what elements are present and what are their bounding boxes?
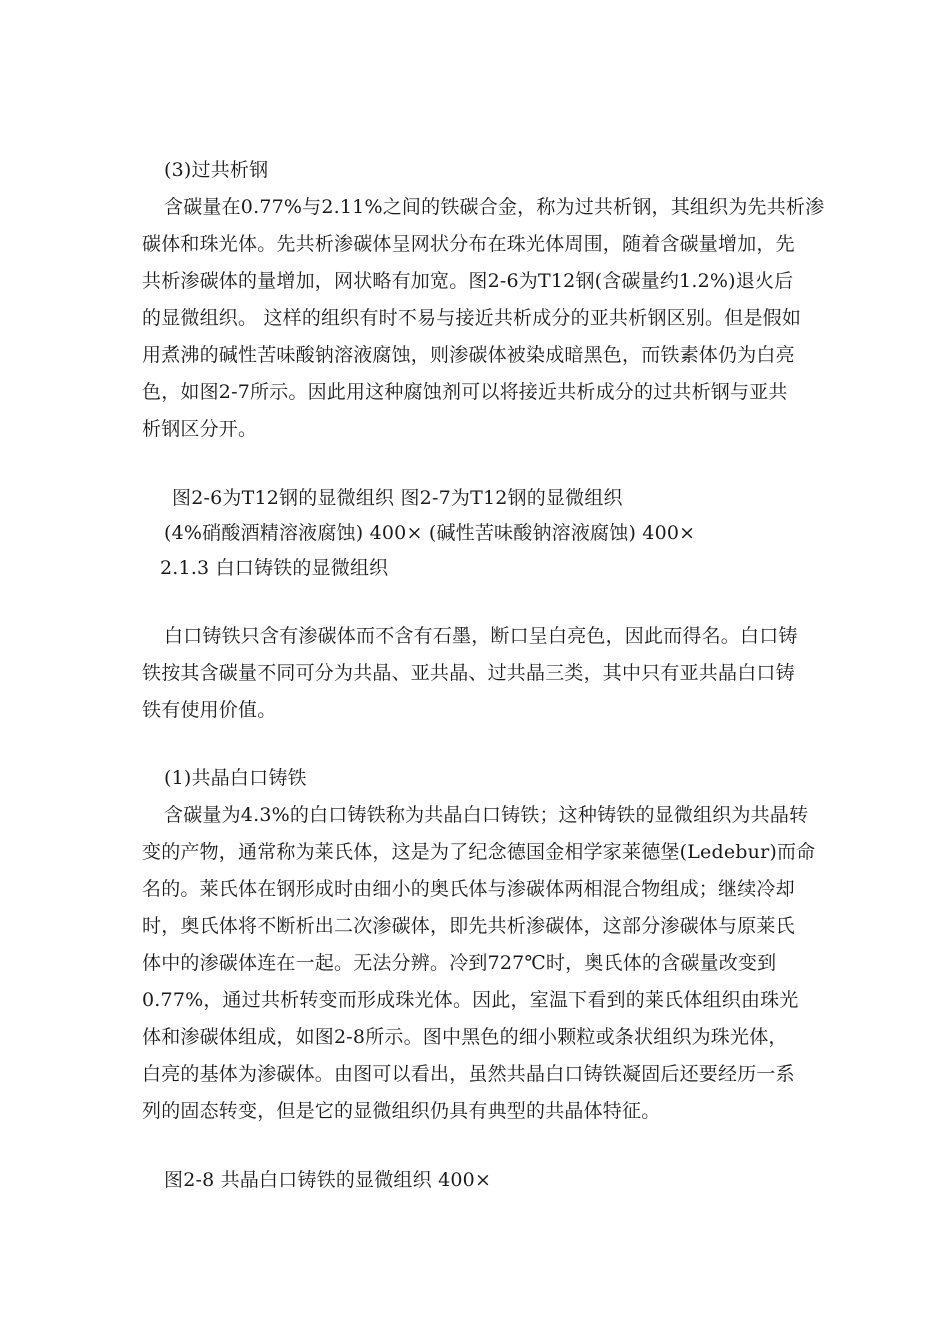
paragraph-line: 共析渗碳体的量增加，网状略有加宽。图2-6为T12钢(含碳量约1.2%)退火后 (142, 270, 794, 292)
paragraph-line: 白亮的基体为渗碳体。由图可以看出，虽然共晶白口铸铁凝固后还要经历一系 (142, 1063, 795, 1085)
paragraph-line: 白口铸铁只含有渗碳体而不含有石墨，断口呈白亮色，因此而得名。白口铸 (164, 625, 798, 647)
paragraph-line: 变的产物，通常称为莱氏体，这是为了纪念德国金相学家莱德堡(Ledebur)而命 (142, 841, 816, 863)
figure-caption: (4%硝酸酒精溶液腐蚀) 400× (碱性苦味酸钠溶液腐蚀) 400× (164, 522, 696, 544)
paragraph-line: 时，奥氏体将不断析出二次渗碳体，即先共析渗碳体，这部分渗碳体与原莱氏 (142, 915, 795, 937)
figure-caption: 图2-8 共晶白口铸铁的显微组织 400× (164, 1169, 492, 1191)
paragraph-line: 用煮沸的碱性苦味酸钠溶液腐蚀，则渗碳体被染成暗黑色，而铁素体仍为白亮 (142, 344, 795, 366)
paragraph-line: 体和渗碳体组成，如图2-8所示。图中黑色的细小颗粒或条状组织为珠光体， (142, 1026, 788, 1048)
section-heading-white-cast-iron: 2.1.3 白口铸铁的显微组织 (160, 557, 389, 579)
paragraph-line: 的显微组织。 这样的组织有时不易与接近共析成分的亚共析钢区别。但是假如 (142, 307, 802, 329)
section-heading-eutectic: (1)共晶白口铸铁 (164, 767, 307, 789)
paragraph-line: 色，如图2-7所示。因此用这种腐蚀剂可以将接近共析成分的过共析钢与亚共 (142, 381, 788, 403)
paragraph-line: 铁按其含碳量不同可分为共晶、亚共晶、过共晶三类，其中只有亚共晶白口铸 (142, 662, 795, 684)
paragraph-line: 含碳量为4.3%的白口铸铁称为共晶白口铸铁；这种铸铁的显微组织为共晶转 (164, 804, 809, 826)
paragraph-line: 0.77%，通过共析转变而形成珠光体。因此，室温下看到的莱氏体组织由珠光 (142, 989, 799, 1011)
paragraph-line: 铁有使用价值。 (142, 699, 277, 721)
paragraph-line: 碳体和珠光体。先共析渗碳体呈网状分布在珠光体周围，随着含碳量增加，先 (142, 233, 795, 255)
paragraph-line: 含碳量在0.77%与2.11%之间的铁碳合金，称为过共析钢，其组织为先共析渗 (164, 196, 825, 218)
paragraph-line: 列的固态转变，但是它的显微组织仍具有典型的共晶体特征。 (142, 1100, 661, 1122)
paragraph-line: 析钢区分开。 (142, 418, 258, 440)
paragraph-line: 体中的渗碳体连在一起。无法分辨。冷到727℃时，奥氏体的含碳量改变到 (142, 952, 777, 974)
section-heading-hypereutectoid: (3)过共析钢 (164, 159, 269, 181)
paragraph-line: 名的。莱氏体在钢形成时由细小的奥氏体与渗碳体两相混合物组成；继续冷却 (142, 878, 795, 900)
figure-caption: 图2-6为T12钢的显微组织 图2-7为T12钢的显微组织 (172, 487, 623, 509)
